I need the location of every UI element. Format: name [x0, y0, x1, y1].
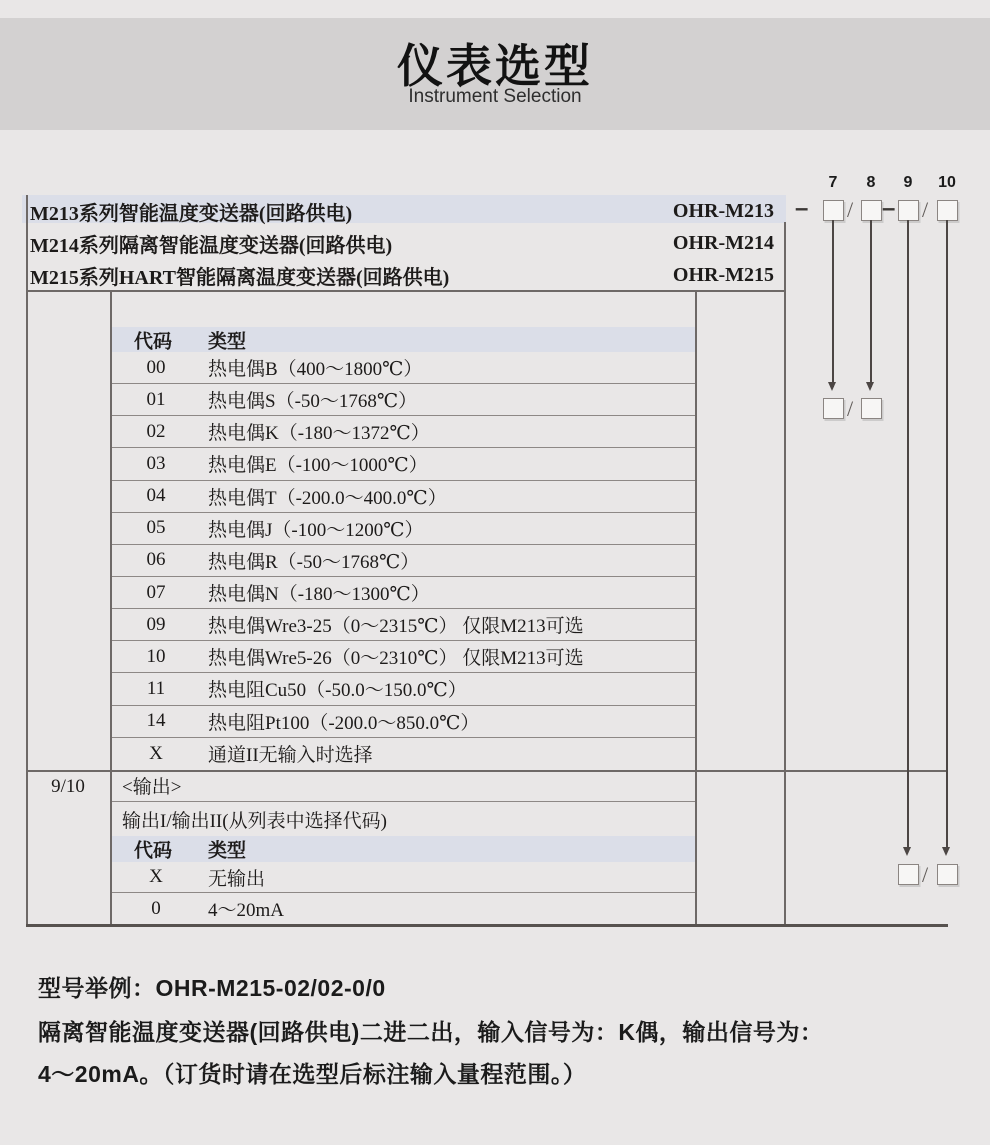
selection-box-8 [861, 200, 882, 221]
input-col-code: 代码 [134, 331, 173, 352]
input-code-table [112, 352, 695, 770]
row-type: 4～20mA [208, 900, 285, 921]
table-row [112, 352, 695, 384]
output-title-row: <输出> [112, 770, 695, 802]
row-code: 10 [146, 645, 166, 667]
row-code: 0 [151, 897, 161, 919]
arrow-head-icon [903, 847, 911, 856]
table-row [112, 706, 695, 738]
arrow-head-icon [828, 382, 836, 391]
table-row [112, 862, 695, 893]
table-row [112, 416, 695, 448]
input-col-type: 类型 [208, 331, 247, 352]
slash-separator: / [922, 197, 929, 222]
series-code: OHR-M213 [672, 199, 774, 222]
row-code: 04 [146, 485, 166, 507]
row-type: 热电偶N（-180～1300℃） [208, 584, 430, 606]
output-code-table [112, 862, 695, 924]
row-type: 热电阻Cu50（-50.0～150.0℃） [208, 680, 467, 702]
table-row [112, 673, 695, 705]
selection-box-9 [898, 200, 919, 221]
row-code: X [149, 742, 163, 764]
table-row [112, 893, 695, 924]
row-type: 通道II无输入时选择 [208, 745, 373, 767]
row-type: 热电偶T（-200.0～400.0℃） [208, 487, 447, 509]
row-type: 热电偶E（-100～1000℃） [208, 455, 428, 477]
row-type: 热电偶B（400～1800℃） [208, 359, 423, 381]
slash-separator: / [922, 862, 929, 887]
table-border-bottom [26, 924, 948, 927]
row-code: X [149, 866, 163, 887]
dash-separator: – [795, 195, 809, 222]
result-box-10 [937, 864, 958, 885]
row-code: 06 [146, 549, 166, 571]
digit-label-10: 10 [938, 174, 956, 191]
table-border-left [26, 195, 28, 926]
table-border-top [26, 290, 786, 292]
series-name: M214系列隔离智能温度变送器(回路供电) [30, 234, 393, 257]
series-name: M215系列HART智能隔离温度变送器(回路供电) [30, 266, 450, 289]
page-title: 仪表选型 [397, 40, 593, 92]
table-row [112, 481, 695, 513]
series-row [22, 259, 786, 291]
arrow-head-icon [942, 847, 950, 856]
arrow-line-10 [946, 220, 948, 851]
row-type: 无输出 [208, 868, 266, 890]
table-row [112, 545, 695, 577]
table-row [112, 641, 695, 673]
digit-label-9: 9 [903, 174, 913, 191]
arrow-head-icon [866, 382, 874, 391]
page-subtitle: Instrument Selection [408, 86, 582, 107]
output-digit-label: 9/10 [51, 775, 85, 797]
input-table-header [112, 327, 695, 352]
arrow-line-8 [870, 220, 872, 387]
result-box-9 [898, 864, 919, 885]
row-type: 热电偶Wre5-26（0～2310℃） 仅限M213可选 [208, 648, 584, 670]
table-row [112, 609, 695, 641]
arrow-line-9 [907, 220, 909, 851]
series-row [22, 195, 786, 227]
digit-label-7: 7 [828, 174, 838, 191]
selection-box-10 [937, 200, 958, 221]
row-code: 07 [146, 581, 166, 603]
example-model-line: 型号举例：OHR-M215-02/02-0/0 [38, 975, 386, 1001]
row-type: 热电偶J（-100～1200℃） [208, 519, 424, 541]
row-code: 11 [146, 677, 166, 699]
table-border-right [784, 222, 786, 926]
selection-box-7 [823, 200, 844, 221]
dash-separator: – [882, 195, 896, 222]
row-type: 热电阻Pt100（-200.0～850.0℃） [208, 712, 480, 734]
slash-separator: / [847, 197, 854, 222]
result-box-8 [861, 398, 882, 419]
result-box-7 [823, 398, 844, 419]
example-description-line: 隔离智能温度变送器(回路供电)二进二出，输入信号为：K偶，输出信号为： [38, 1019, 824, 1045]
row-code: 00 [146, 356, 166, 378]
row-type: 热电偶K（-180～1372℃） [208, 423, 430, 445]
output-col-code: 代码 [134, 840, 173, 862]
table-row [112, 384, 695, 416]
output-subtitle-row: 输出I/输出II(从列表中选择代码) [122, 811, 387, 832]
series-code: OHR-M214 [672, 231, 774, 254]
example-note-line: 4～20mA。（订货时请在选型后标注输入量程范围。） [38, 1061, 587, 1087]
arrow-line-7 [832, 220, 834, 387]
row-code: 02 [146, 420, 166, 442]
row-code: 03 [146, 452, 166, 474]
series-row [22, 227, 786, 259]
table-row [112, 738, 695, 770]
row-code: 09 [146, 613, 166, 635]
row-type: 热电偶S（-50～1768℃） [208, 391, 418, 413]
series-code: OHR-M215 [672, 263, 774, 286]
slash-separator: / [847, 396, 854, 421]
digit-label-8: 8 [866, 174, 876, 191]
table-row [112, 513, 695, 545]
table-row [112, 448, 695, 480]
row-type: 热电偶Wre3-25（0～2315℃） 仅限M213可选 [208, 616, 584, 638]
series-list [22, 195, 786, 291]
series-name: M213系列智能温度变送器(回路供电) [30, 202, 353, 225]
row-type: 热电偶R（-50～1768℃） [208, 551, 420, 573]
output-table-header [112, 836, 695, 862]
row-code: 05 [146, 517, 166, 539]
output-col-type: 类型 [208, 840, 247, 862]
row-code: 14 [146, 710, 166, 732]
table-row [112, 577, 695, 609]
row-code: 01 [146, 388, 166, 410]
